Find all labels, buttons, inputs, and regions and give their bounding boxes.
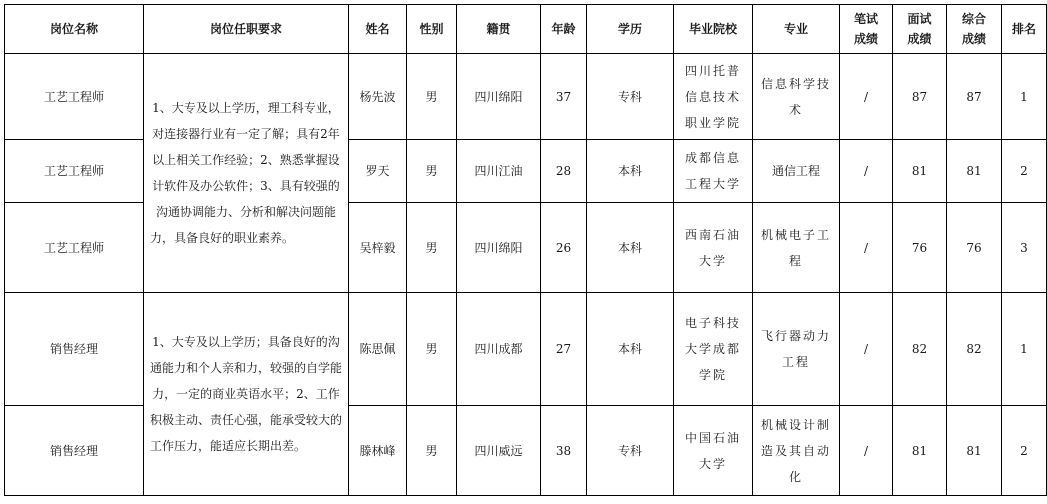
school-cell: 电子科技大学成都学院: [674, 293, 753, 406]
candidate-score-table: [4, 4, 1047, 496]
header-total-line2: 成绩: [961, 32, 986, 46]
position-cell: 工艺工程师: [5, 203, 144, 293]
gender-cell: 男: [407, 54, 457, 140]
table-row: [5, 293, 1047, 406]
table-row: [5, 54, 1047, 140]
education-cell: 本科: [587, 140, 674, 203]
header-interview-line2: 成绩: [907, 32, 932, 46]
rank-cell: 1: [1002, 54, 1047, 140]
header-row: [5, 5, 1047, 54]
rank-cell: 3: [1002, 203, 1047, 293]
school-cell: 成都信息工程大学: [674, 140, 753, 203]
school-cell: 中国石油大学: [674, 406, 753, 496]
header-written-line2: 成绩: [853, 32, 878, 46]
header-interview-score: [893, 5, 947, 54]
name-cell: 吴梓毅: [349, 203, 407, 293]
interview-score-cell: 76: [893, 203, 947, 293]
name-cell: 罗天: [349, 140, 407, 203]
position-cell: 工艺工程师: [5, 54, 144, 140]
header-written-line1: 笔试: [853, 12, 878, 26]
native-place-cell: 四川成都: [457, 293, 541, 406]
gender-cell: 男: [407, 140, 457, 203]
requirements-sales: 1、大专及以上学历；具备良好的沟通能力和个人亲和力，较强的自学能力，一定的商业英语水平；2、工作积极主动、责任心强，能承受较大的工作压力，能适应长期出差。: [144, 293, 349, 496]
major-cell: 飞行器动力工程: [753, 293, 840, 406]
education-cell: 本科: [587, 293, 674, 406]
header-native-place: 籍贯: [457, 5, 541, 54]
education-cell: 本科: [587, 203, 674, 293]
interview-score-cell: 81: [893, 406, 947, 496]
major-cell: 通信工程: [753, 140, 840, 203]
position-cell: 工艺工程师: [5, 140, 144, 203]
age-cell: 38: [541, 406, 587, 496]
education-cell: 专科: [587, 54, 674, 140]
native-place-cell: 四川绵阳: [457, 54, 541, 140]
gender-cell: 男: [407, 406, 457, 496]
written-score-cell: /: [840, 140, 893, 203]
interview-score-cell: 82: [893, 293, 947, 406]
major-cell: 机械设计制造及其自动化: [753, 406, 840, 496]
header-education: 学历: [587, 5, 674, 54]
total-score-cell: 81: [947, 406, 1002, 496]
header-interview-line1: 面试: [907, 12, 932, 26]
name-cell: 杨先波: [349, 54, 407, 140]
interview-score-cell: 81: [893, 140, 947, 203]
header-requirements: 岗位任职要求: [144, 5, 349, 54]
age-cell: 37: [541, 54, 587, 140]
name-cell: 陈思佩: [349, 293, 407, 406]
written-score-cell: /: [840, 293, 893, 406]
total-score-cell: 82: [947, 293, 1002, 406]
name-cell: 滕林峰: [349, 406, 407, 496]
age-cell: 28: [541, 140, 587, 203]
native-place-cell: 四川江油: [457, 140, 541, 203]
position-cell: 销售经理: [5, 406, 144, 496]
header-rank: 排名: [1002, 5, 1047, 54]
header-total-line1: 综合: [961, 12, 986, 26]
total-score-cell: 81: [947, 140, 1002, 203]
position-cell: 销售经理: [5, 293, 144, 406]
rank-cell: 2: [1002, 406, 1047, 496]
gender-cell: 男: [407, 203, 457, 293]
major-cell: 机械电子工程: [753, 203, 840, 293]
major-cell: 信息科学技术: [753, 54, 840, 140]
rank-cell: 2: [1002, 140, 1047, 203]
gender-cell: 男: [407, 293, 457, 406]
school-cell: 西南石油大学: [674, 203, 753, 293]
written-score-cell: /: [840, 406, 893, 496]
header-written-score: [840, 5, 893, 54]
education-cell: 专科: [587, 406, 674, 496]
header-major: 专业: [753, 5, 840, 54]
native-place-cell: 四川绵阳: [457, 203, 541, 293]
header-position: 岗位名称: [5, 5, 144, 54]
header-school: 毕业院校: [674, 5, 753, 54]
age-cell: 27: [541, 293, 587, 406]
written-score-cell: /: [840, 203, 893, 293]
school-cell: 四川托普信息技术职业学院: [674, 54, 753, 140]
total-score-cell: 87: [947, 54, 1002, 140]
rank-cell: 1: [1002, 293, 1047, 406]
header-age: 年龄: [541, 5, 587, 54]
age-cell: 26: [541, 203, 587, 293]
interview-score-cell: 87: [893, 54, 947, 140]
requirements-engineer: 1、大专及以上学历，理工科专业，对连接器行业有一定了解；具有2年以上相关工作经验；2、熟悉掌握设计软件及办公软件；3、具有较强的沟通协调能力、分析和解决问题能力，具备良好的职业素养。: [144, 54, 349, 293]
native-place-cell: 四川威远: [457, 406, 541, 496]
header-name: 姓名: [349, 5, 407, 54]
written-score-cell: /: [840, 54, 893, 140]
header-total-score: [947, 5, 1002, 54]
header-gender: 性别: [407, 5, 457, 54]
total-score-cell: 76: [947, 203, 1002, 293]
